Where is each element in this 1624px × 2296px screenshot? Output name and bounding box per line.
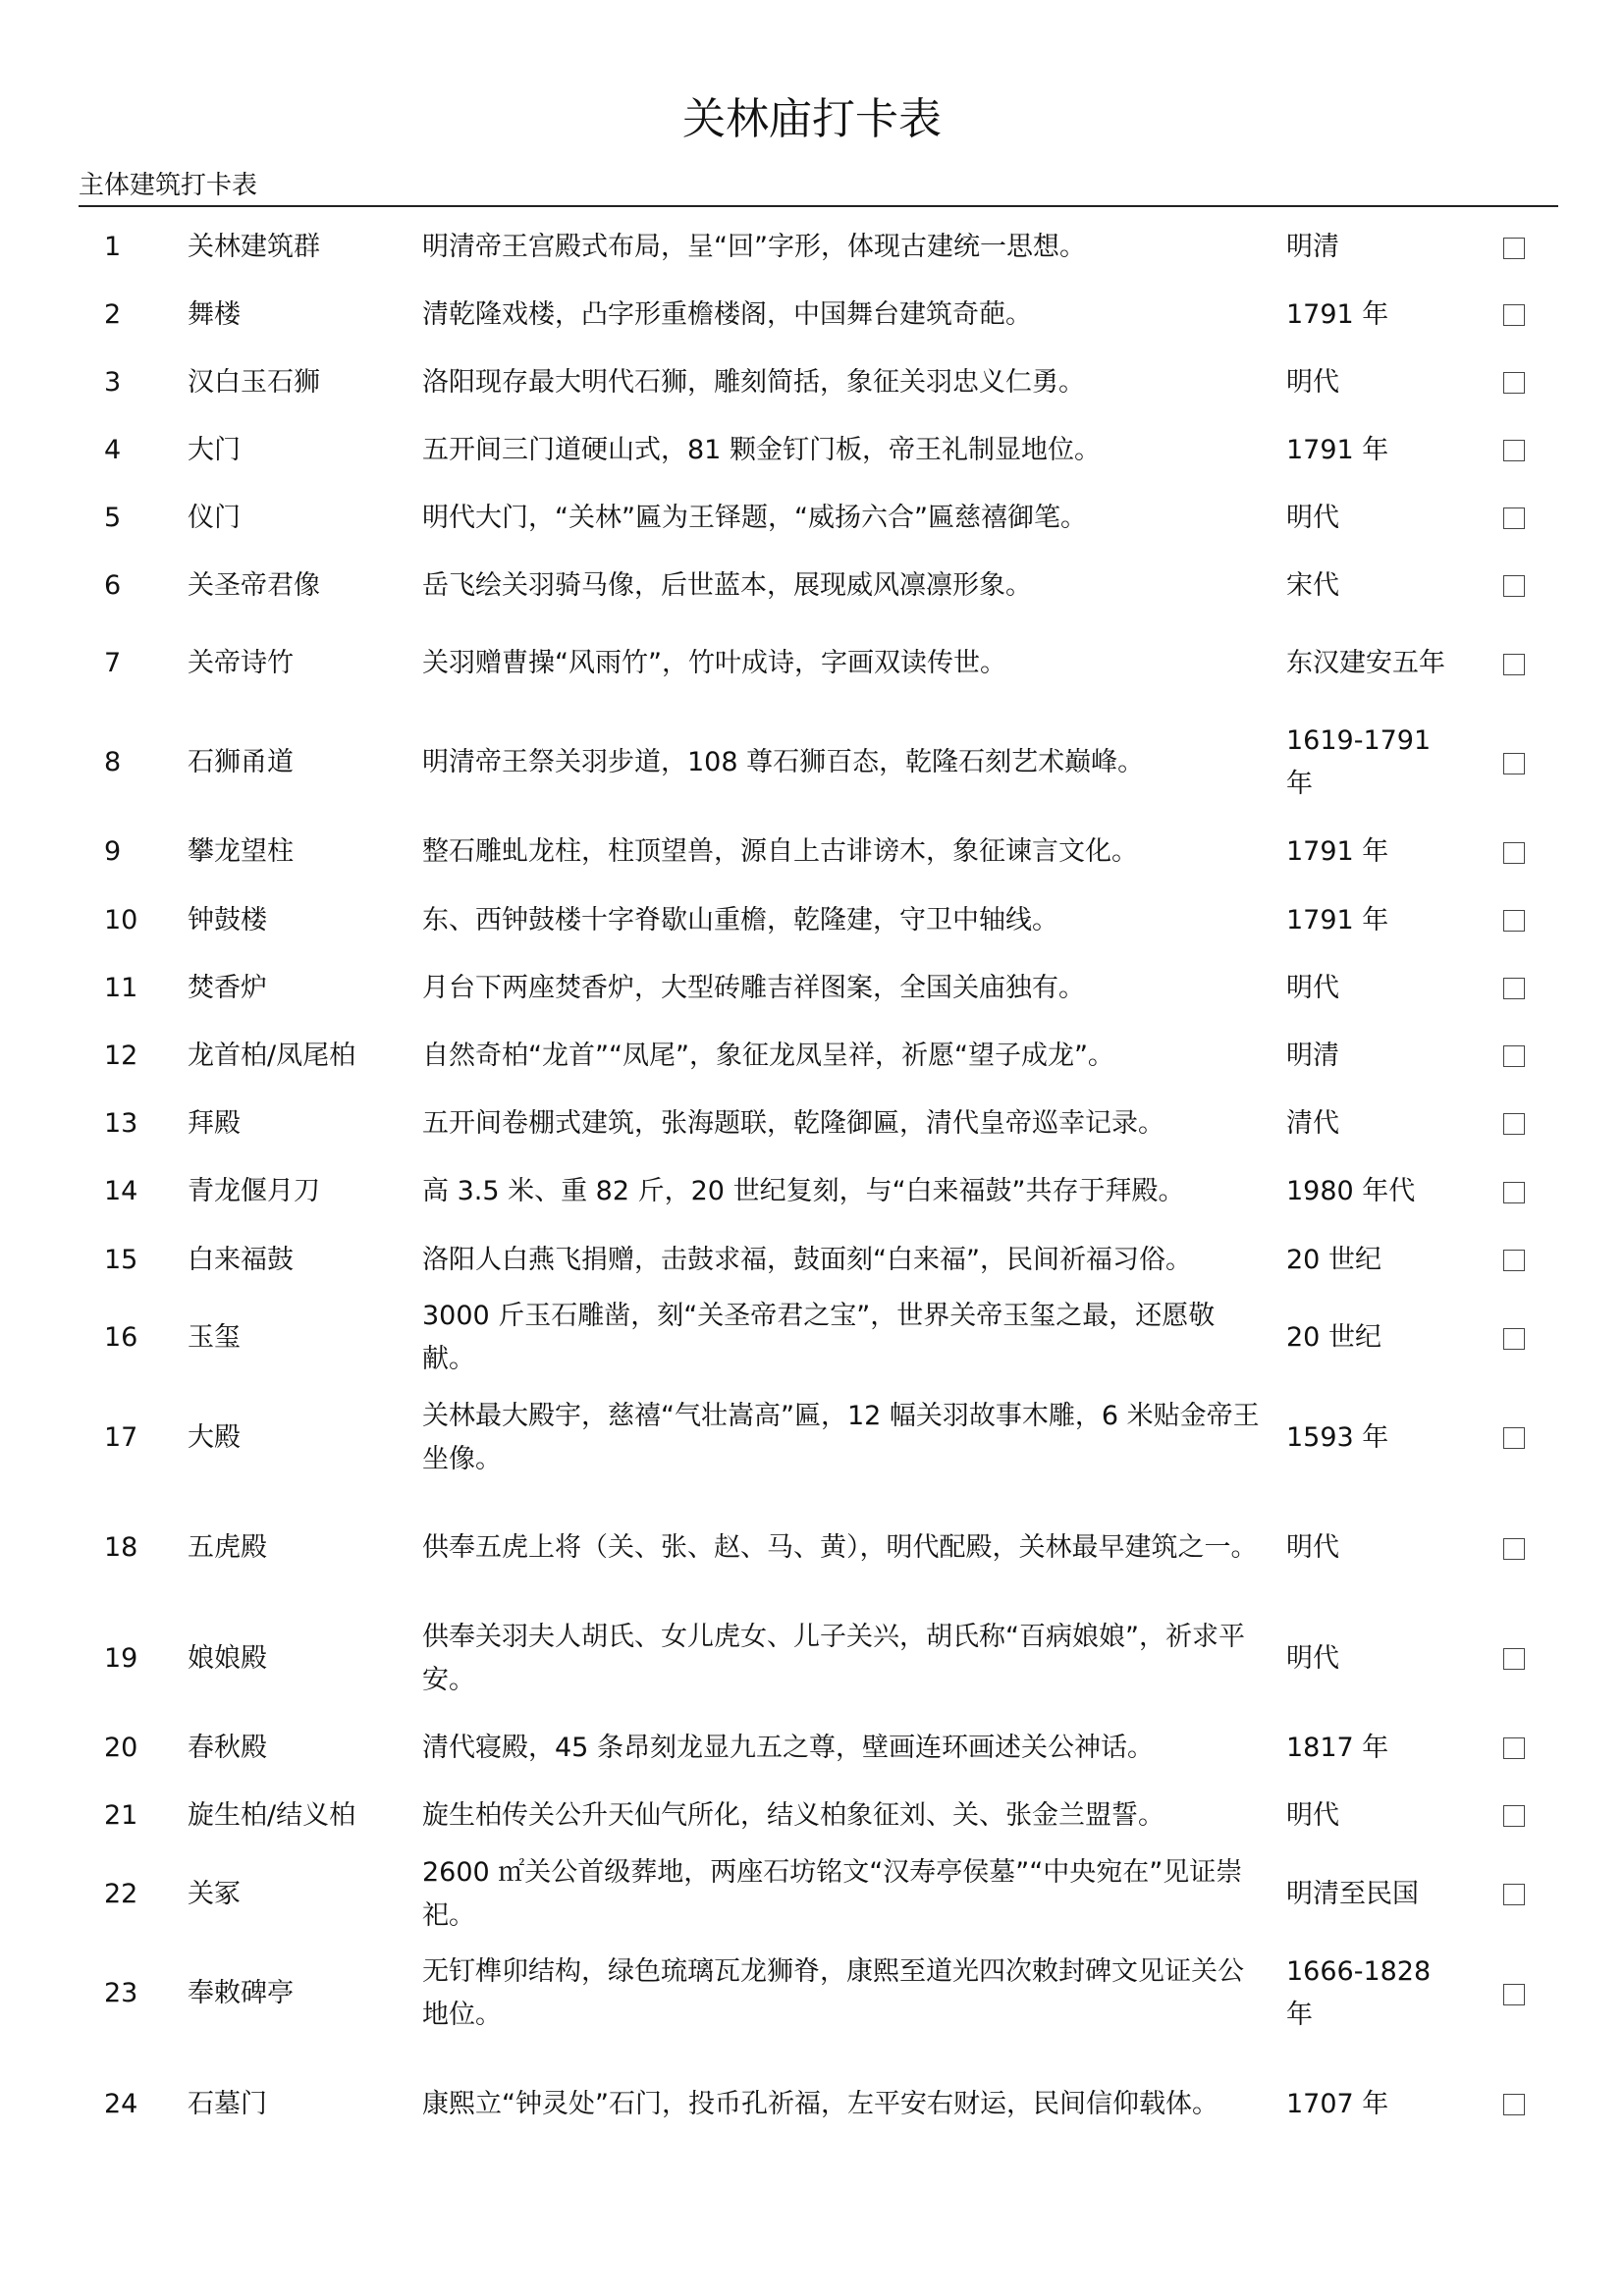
- table-row: [79, 1090, 1558, 1157]
- building-era: 明代: [1286, 972, 1339, 1003]
- checkin-checkbox[interactable]: [1503, 2094, 1525, 2115]
- building-era: 明代: [1286, 1532, 1339, 1563]
- building-name: 拜殿: [188, 1107, 241, 1139]
- building-name: 龙首柏/凤尾柏: [188, 1040, 356, 1071]
- checkin-checkbox[interactable]: [1503, 1250, 1525, 1271]
- checkin-cell: [1470, 1714, 1558, 1782]
- table-row: [79, 708, 1558, 818]
- row-number: 7: [104, 648, 122, 678]
- checkin-cell: [1470, 1090, 1558, 1157]
- row-number: 6: [104, 569, 122, 601]
- building-description: 康熙立“钟灵处”石门，投币孔祈福，左平安右财运，民间信仰载体。: [422, 2088, 1218, 2119]
- row-number: 14: [104, 1176, 138, 1206]
- building-name: 娘娘殿: [188, 1642, 267, 1674]
- checkin-checkbox[interactable]: [1503, 238, 1525, 259]
- row-number: 3: [104, 366, 122, 398]
- checkin-cell: [1470, 818, 1558, 886]
- table-row: [79, 1226, 1558, 1294]
- checkin-table: [79, 214, 1558, 2160]
- table-row: [79, 619, 1558, 708]
- checkin-checkbox[interactable]: [1503, 1538, 1525, 1560]
- row-number: 12: [104, 1040, 138, 1071]
- table-row: [79, 348, 1558, 416]
- building-description: 整石雕虬龙柱，柱顶望兽，源自上古诽谤木，象征谏言文化。: [422, 836, 1138, 867]
- table-row: [79, 1382, 1558, 1493]
- building-name: 白来福鼓: [188, 1244, 294, 1275]
- building-era: 20 世纪: [1286, 1322, 1381, 1353]
- row-number: 1: [104, 232, 122, 262]
- row-number: 23: [104, 1978, 138, 2008]
- building-era: 明代: [1286, 1799, 1339, 1831]
- building-description: 东、西钟鼓楼十字脊歇山重檐，乾隆建，守卫中轴线。: [422, 904, 1058, 935]
- checkin-checkbox[interactable]: [1503, 1328, 1525, 1350]
- building-name: 石墓门: [188, 2088, 267, 2119]
- checkin-cell: [1470, 619, 1558, 708]
- checkin-cell: [1470, 1939, 1558, 2049]
- row-number: 21: [104, 1799, 138, 1831]
- building-description: 月台下两座焚香炉，大型砖雕吉祥图案，全国关庙独有。: [422, 972, 1085, 1003]
- checkin-table-body: [79, 214, 1558, 2160]
- building-name: 焚香炉: [188, 972, 267, 1003]
- row-number: 17: [104, 1421, 138, 1453]
- building-name: 汉白玉石狮: [188, 366, 320, 398]
- building-era: 1791 年: [1286, 298, 1389, 330]
- building-era: 明代: [1286, 1642, 1339, 1674]
- building-description: 无钉榫卯结构，绿色琉璃瓦龙狮脊，康熙至道光四次敕封碑文见证关公地位。: [422, 1956, 1244, 2030]
- checkin-checkbox[interactable]: [1503, 1805, 1525, 1827]
- checkin-cell: [1470, 214, 1558, 281]
- checkin-cell: [1470, 708, 1558, 818]
- row-number: 18: [104, 1532, 138, 1563]
- checkin-checkbox[interactable]: [1503, 1045, 1525, 1067]
- checkin-cell: [1470, 1157, 1558, 1226]
- building-name: 钟鼓楼: [188, 904, 267, 935]
- table-row: [79, 281, 1558, 348]
- building-era: 明清: [1286, 232, 1339, 262]
- building-era: 宋代: [1286, 569, 1339, 601]
- building-description: 洛阳现存最大明代石狮，雕刻简括，象征关羽忠义仁勇。: [422, 366, 1085, 398]
- checkin-checkbox[interactable]: [1503, 910, 1525, 932]
- header-divider: [79, 205, 1558, 207]
- building-name: 玉玺: [188, 1322, 241, 1353]
- table-row: [79, 2049, 1558, 2160]
- table-row: [79, 1294, 1558, 1382]
- table-row: [79, 1493, 1558, 1603]
- table-row: [79, 552, 1558, 619]
- building-name: 大门: [188, 434, 241, 465]
- building-description: 自然奇柏“龙首”“凤尾”，象征龙凤呈祥，祈愿“望子成龙”。: [422, 1040, 1114, 1071]
- building-description: 旋生柏传关公升天仙气所化，结义柏象征刘、关、张金兰盟誓。: [422, 1799, 1164, 1831]
- checkin-checkbox[interactable]: [1503, 1113, 1525, 1135]
- checkin-checkbox[interactable]: [1503, 1427, 1525, 1449]
- checkin-cell: [1470, 281, 1558, 348]
- building-era: 1593 年: [1286, 1421, 1389, 1453]
- building-name: 关冢: [188, 1878, 241, 1909]
- building-description: 关林最大殿宇，慈禧“气壮嵩高”匾，12 幅关羽故事木雕，6 米贴金帝王坐像。: [422, 1400, 1260, 1474]
- building-description: 五开间卷棚式建筑，张海题联，乾隆御匾，清代皇帝巡幸记录。: [422, 1107, 1164, 1139]
- row-number: 5: [104, 502, 122, 533]
- row-number: 19: [104, 1642, 138, 1674]
- table-row: [79, 1849, 1558, 1939]
- building-description: 清代寝殿，45 条昂刻龙显九五之尊，壁画连环画述关公神话。: [422, 1732, 1154, 1763]
- building-description: 供奉关羽夫人胡氏、女儿虎女、儿子关兴，胡氏称“百病娘娘”，祈求平安。: [422, 1621, 1245, 1695]
- row-number: 10: [104, 904, 138, 935]
- checkin-checkbox[interactable]: [1503, 654, 1525, 675]
- building-era: 1817 年: [1286, 1732, 1389, 1763]
- checkin-cell: [1470, 954, 1558, 1022]
- checkin-cell: [1470, 1603, 1558, 1714]
- table-row: [79, 954, 1558, 1022]
- table-row: [79, 1603, 1558, 1714]
- building-era: 1707 年: [1286, 2088, 1389, 2119]
- table-row: [79, 1157, 1558, 1226]
- row-number: 15: [104, 1244, 138, 1275]
- checkin-cell: [1470, 1226, 1558, 1294]
- building-name: 大殿: [188, 1421, 241, 1453]
- checkin-checkbox[interactable]: [1503, 440, 1525, 461]
- building-description: 2600 ㎡关公首级葬地，两座石坊铭文“汉寿亭侯墓”“中央宛在”见证崇祀。: [422, 1856, 1243, 1931]
- checkin-cell: [1470, 2049, 1558, 2160]
- building-era: 明清: [1286, 1040, 1339, 1071]
- checkin-cell: [1470, 484, 1558, 552]
- building-name: 关圣帝君像: [188, 569, 320, 601]
- table-row: [79, 818, 1558, 886]
- building-name: 奉敕碑亭: [188, 1978, 294, 2008]
- building-era: 1791 年: [1286, 434, 1389, 465]
- checkin-checkbox[interactable]: [1503, 575, 1525, 597]
- table-row: [79, 886, 1558, 954]
- table-row: [79, 214, 1558, 281]
- building-era: 1666-1828 年: [1286, 1956, 1432, 2030]
- section-title: 主体建筑打卡表: [79, 171, 258, 200]
- row-number: 20: [104, 1732, 138, 1763]
- row-number: 16: [104, 1322, 138, 1353]
- building-name: 旋生柏/结义柏: [188, 1799, 356, 1831]
- building-era: 明清至民国: [1286, 1878, 1419, 1909]
- row-number: 22: [104, 1878, 138, 1909]
- building-era: 1619-1791 年: [1286, 725, 1432, 799]
- page-title: 关林庙打卡表: [682, 94, 942, 144]
- table-row: [79, 1022, 1558, 1090]
- building-description: 五开间三门道硬山式，81 颗金钉门板，帝王礼制显地位。: [422, 434, 1101, 465]
- table-row: [79, 1939, 1558, 2049]
- row-number: 9: [104, 836, 122, 867]
- checkin-cell: [1470, 1782, 1558, 1849]
- building-era: 1791 年: [1286, 836, 1389, 867]
- checkin-cell: [1470, 1849, 1558, 1939]
- building-description: 明代大门，“关林”匾为王铎题，“威扬六合”匾慈禧御笔。: [422, 502, 1087, 533]
- building-description: 关羽赠曹操“风雨竹”，竹叶成诗，字画双读传世。: [422, 648, 1006, 678]
- building-name: 舞楼: [188, 298, 241, 330]
- building-name: 青龙偃月刀: [188, 1176, 320, 1206]
- building-era: 明代: [1286, 366, 1339, 398]
- building-name: 攀龙望柱: [188, 836, 294, 867]
- building-era: 1980 年代: [1286, 1176, 1416, 1206]
- checkin-cell: [1470, 1382, 1558, 1493]
- checkin-cell: [1470, 886, 1558, 954]
- building-description: 明清帝王宫殿式布局，呈“回”字形，体现古建统一思想。: [422, 232, 1086, 262]
- checkin-checkbox[interactable]: [1503, 1984, 1525, 2005]
- building-name: 仪门: [188, 502, 241, 533]
- checkin-checkbox[interactable]: [1503, 978, 1525, 999]
- building-era: 东汉建安五年: [1286, 648, 1445, 678]
- checkin-checkbox[interactable]: [1503, 1648, 1525, 1670]
- building-description: 明清帝王祭关羽步道，108 尊石狮百态，乾隆石刻艺术巅峰。: [422, 747, 1145, 777]
- checkin-cell: [1470, 1022, 1558, 1090]
- checkin-checkbox[interactable]: [1503, 753, 1525, 774]
- checkin-cell: [1470, 1493, 1558, 1603]
- building-name: 石狮甬道: [188, 747, 294, 777]
- building-name: 关帝诗竹: [188, 648, 294, 678]
- row-number: 2: [104, 298, 122, 330]
- building-name: 五虎殿: [188, 1532, 267, 1563]
- building-description: 岳飞绘关羽骑马像，后世蓝本，展现威风凛凛形象。: [422, 569, 1032, 601]
- checkin-cell: [1470, 1294, 1558, 1382]
- building-name: 关林建筑群: [188, 232, 320, 262]
- building-era: 1791 年: [1286, 904, 1389, 935]
- checkin-checkbox[interactable]: [1503, 1182, 1525, 1203]
- checkin-checkbox[interactable]: [1503, 304, 1525, 326]
- checkin-checkbox[interactable]: [1503, 1884, 1525, 1905]
- table-row: [79, 1714, 1558, 1782]
- building-description: 清乾隆戏楼，凸字形重檐楼阁，中国舞台建筑奇葩。: [422, 298, 1032, 330]
- row-number: 4: [104, 434, 122, 465]
- checkin-cell: [1470, 416, 1558, 484]
- table-row: [79, 484, 1558, 552]
- checkin-checkbox[interactable]: [1503, 1737, 1525, 1759]
- building-description: 洛阳人白燕飞捐赠，击鼓求福，鼓面刻“白来福”，民间祈福习俗。: [422, 1244, 1192, 1275]
- building-era: 清代: [1286, 1107, 1339, 1139]
- checkin-cell: [1470, 552, 1558, 619]
- row-number: 11: [104, 972, 138, 1003]
- building-description: 供奉五虎上将（关、张、赵、马、黄），明代配殿，关林最早建筑之一。: [422, 1532, 1258, 1563]
- building-era: 明代: [1286, 502, 1339, 533]
- checkin-checkbox[interactable]: [1503, 842, 1525, 864]
- row-number: 24: [104, 2088, 138, 2119]
- checkin-cell: [1470, 348, 1558, 416]
- checkin-checkbox[interactable]: [1503, 372, 1525, 394]
- table-row: [79, 416, 1558, 484]
- building-name: 春秋殿: [188, 1732, 267, 1763]
- building-description: 高 3.5 米、重 82 斤，20 世纪复刻，与“白来福鼓”共存于拜殿。: [422, 1176, 1185, 1206]
- table-row: [79, 1782, 1558, 1849]
- row-number: 13: [104, 1107, 138, 1139]
- row-number: 8: [104, 747, 122, 777]
- building-description: 3000 斤玉石雕凿，刻“关圣帝君之宝”，世界关帝玉玺之最，还愿敬献。: [422, 1301, 1216, 1374]
- building-era: 20 世纪: [1286, 1244, 1381, 1275]
- checkin-checkbox[interactable]: [1503, 507, 1525, 529]
